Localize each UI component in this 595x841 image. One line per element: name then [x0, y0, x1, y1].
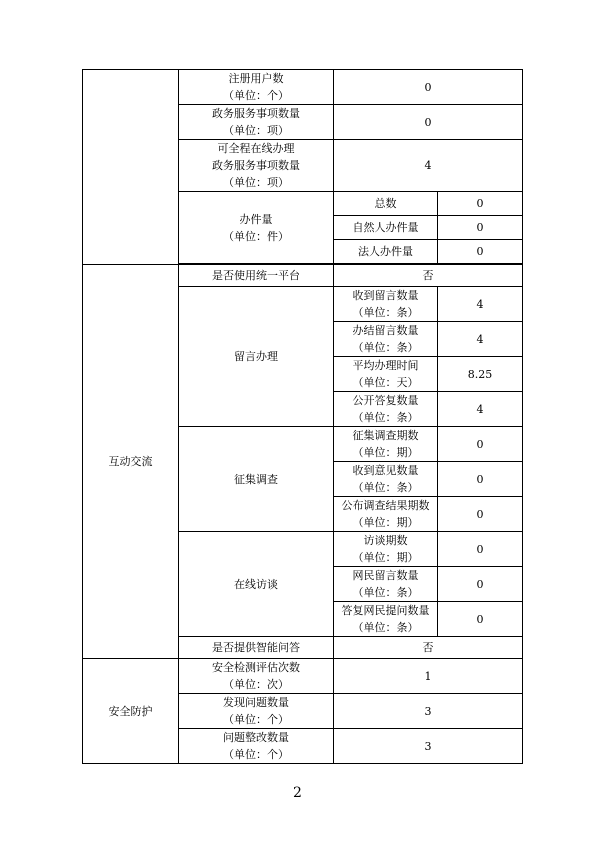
messages-avg-time-value: 8.25 [438, 357, 523, 392]
registered-users-label: 注册用户数 （单位：个） [179, 70, 334, 105]
smart-qa-value: 否 [334, 637, 523, 659]
messages-completed-value: 4 [438, 322, 523, 357]
interview-periods-value: 0 [438, 532, 523, 567]
issues-fixed-label: 问题整改数量 （单位：个） [179, 729, 334, 764]
interview-periods-label: 访谈期数 （单位：期） [334, 532, 438, 567]
statistics-table [82, 69, 523, 764]
unified-platform-label: 是否使用统一平台 [179, 265, 334, 287]
survey-label: 征集调查 [179, 427, 334, 532]
online-items-label: 可全程在线办理 政务服务事项数量 （单位：项） [179, 140, 334, 192]
survey-periods-label: 征集调查期数 （单位：期） [334, 427, 438, 462]
service-items-value: 0 [334, 105, 523, 140]
survey-opinions-label: 收到意见数量 （单位：条） [334, 462, 438, 497]
category-cell-blank [83, 70, 179, 265]
survey-results-label: 公布调查结果期数 （单位：期） [334, 497, 438, 532]
unified-platform-value: 否 [334, 265, 523, 287]
messages-public-replies-label: 公开答复数量 （单位：条） [334, 392, 438, 427]
messages-avg-time-label: 平均办理时间 （单位：天） [334, 357, 438, 392]
service-items-label: 政务服务事项数量 （单位：项） [179, 105, 334, 140]
survey-results-value: 0 [438, 497, 523, 532]
interview-answers-label: 答复网民提问数量 （单位：条） [334, 602, 438, 637]
messages-received-label: 收到留言数量 （单位：条） [334, 287, 438, 322]
registered-users-value: 0 [334, 70, 523, 105]
interview-label: 在线访谈 [179, 532, 334, 637]
cases-natural-label: 自然人办件量 [334, 216, 438, 240]
page-number: 2 [293, 785, 302, 801]
cases-legal-label: 法人办件量 [334, 240, 438, 264]
cases-label: 办件量 （单位：件） [179, 192, 334, 264]
messages-received-value: 4 [438, 287, 523, 322]
cases-total-value: 0 [438, 192, 523, 216]
interview-answers-value: 0 [438, 602, 523, 637]
survey-periods-value: 0 [438, 427, 523, 462]
evaluations-label: 安全检测评估次数 （单位：次） [179, 659, 334, 694]
messages-completed-label: 办结留言数量 （单位：条） [334, 322, 438, 357]
category-interaction: 互动交流 [83, 265, 179, 659]
smart-qa-label: 是否提供智能问答 [179, 637, 334, 659]
issues-found-label: 发现问题数量 （单位：个） [179, 694, 334, 729]
cases-total-label: 总数 [334, 192, 438, 216]
issues-found-value: 3 [334, 694, 523, 729]
interview-messages-label: 网民留言数量 （单位：条） [334, 567, 438, 602]
cases-legal-value: 0 [438, 240, 523, 264]
messages-label: 留言办理 [179, 287, 334, 427]
messages-public-replies-value: 4 [438, 392, 523, 427]
cases-natural-value: 0 [438, 216, 523, 240]
interview-messages-value: 0 [438, 567, 523, 602]
evaluations-value: 1 [334, 659, 523, 694]
survey-opinions-value: 0 [438, 462, 523, 497]
category-security: 安全防护 [83, 659, 179, 764]
online-items-value: 4 [334, 140, 523, 192]
issues-fixed-value: 3 [334, 729, 523, 764]
